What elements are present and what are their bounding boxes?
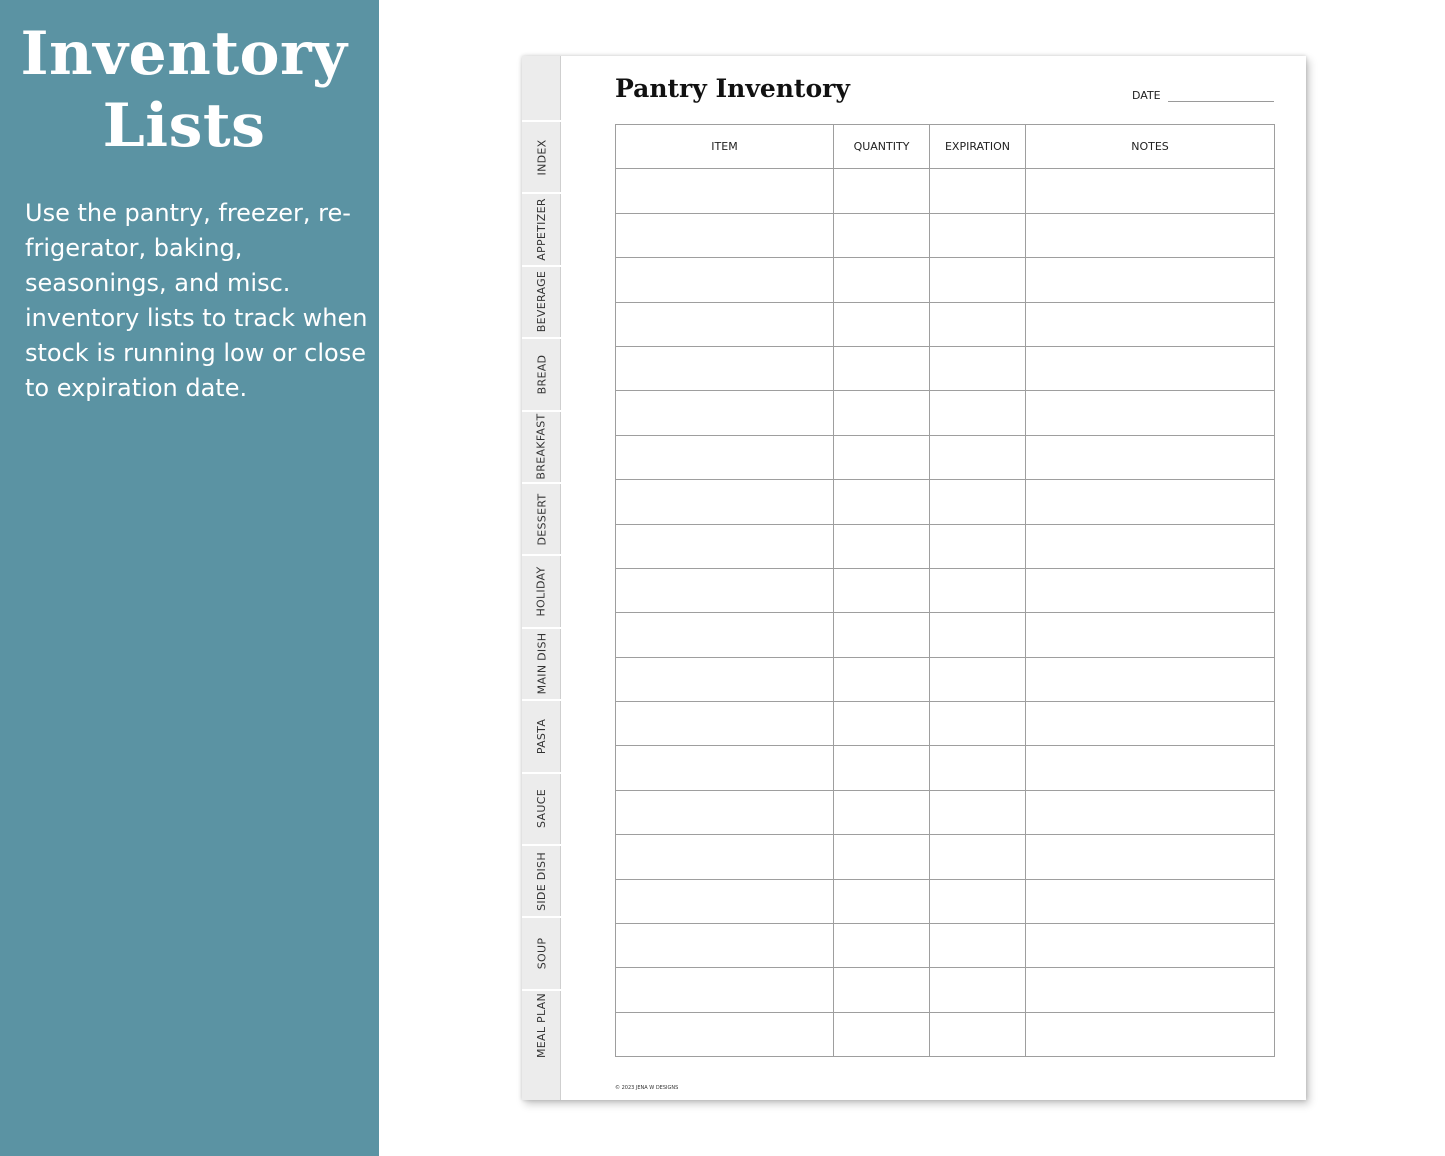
column-header-notes: NOTES: [1026, 125, 1275, 169]
tab-label: BEVERAGE: [535, 271, 548, 333]
notes-cell[interactable]: [1026, 879, 1275, 923]
notes-cell[interactable]: [1026, 968, 1275, 1012]
item-cell[interactable]: [616, 657, 834, 701]
tab-label: SOUP: [535, 937, 548, 970]
table-body: [616, 169, 1275, 1057]
tab-beverage[interactable]: [522, 265, 561, 337]
notes-cell[interactable]: [1026, 568, 1275, 612]
notes-cell[interactable]: [1026, 1012, 1275, 1056]
table-row: [616, 968, 1275, 1012]
quantity-cell[interactable]: [834, 258, 930, 302]
tab-main-dish[interactable]: [522, 627, 561, 699]
expiration-cell[interactable]: [930, 480, 1026, 524]
item-cell[interactable]: [616, 524, 834, 568]
notes-cell[interactable]: [1026, 746, 1275, 790]
quantity-cell[interactable]: [834, 480, 930, 524]
quantity-cell[interactable]: [834, 435, 930, 479]
quantity-cell[interactable]: [834, 613, 930, 657]
table-row: [616, 524, 1275, 568]
table-row: [616, 924, 1275, 968]
tab-label: APPETIZER: [535, 198, 549, 261]
left-panel: [0, 0, 379, 1156]
quantity-cell[interactable]: [834, 169, 930, 213]
expiration-cell[interactable]: [930, 524, 1026, 568]
tab-label: MAIN DISH: [535, 632, 548, 695]
item-cell[interactable]: [616, 258, 834, 302]
notes-cell[interactable]: [1026, 169, 1275, 213]
notes-cell[interactable]: [1026, 524, 1275, 568]
expiration-cell[interactable]: [930, 302, 1026, 346]
notes-cell[interactable]: [1026, 835, 1275, 879]
quantity-cell[interactable]: [834, 879, 930, 923]
quantity-cell[interactable]: [834, 835, 930, 879]
table-row: [616, 835, 1275, 879]
tab-bread[interactable]: [522, 337, 561, 409]
table-row: [616, 169, 1275, 213]
quantity-cell[interactable]: [834, 524, 930, 568]
quantity-cell[interactable]: [834, 746, 930, 790]
item-cell[interactable]: [616, 702, 834, 746]
tab-soup[interactable]: [522, 916, 561, 988]
copyright-notice: © 2023 JENA W DESIGNS: [615, 1085, 679, 1091]
table-row: [616, 480, 1275, 524]
table-row: [616, 1012, 1275, 1056]
expiration-cell[interactable]: [930, 924, 1026, 968]
table-row: [616, 746, 1275, 790]
notes-cell[interactable]: [1026, 302, 1275, 346]
quantity-cell[interactable]: [834, 924, 930, 968]
expiration-cell[interactable]: [930, 746, 1026, 790]
notes-cell[interactable]: [1026, 657, 1275, 701]
column-header-quantity: QUANTITY: [834, 125, 930, 169]
tab-label: HOLIDAY: [535, 566, 549, 617]
expiration-cell[interactable]: [930, 391, 1026, 435]
date-label: DATE: [1132, 89, 1161, 102]
quantity-cell[interactable]: [834, 657, 930, 701]
section-tab-strip: [522, 56, 561, 1100]
table-row: [616, 702, 1275, 746]
quantity-cell[interactable]: [834, 702, 930, 746]
panel-title-line-1: Inventory: [20, 19, 348, 89]
panel-title-line-2: Lists: [102, 91, 266, 161]
sheet-title: Pantry Inventory: [615, 74, 850, 103]
tab-dessert[interactable]: [522, 482, 561, 554]
tab-label: PASTA: [534, 718, 548, 754]
table-row: [616, 258, 1275, 302]
notes-cell[interactable]: [1026, 480, 1275, 524]
expiration-cell[interactable]: [930, 835, 1026, 879]
expiration-cell[interactable]: [930, 568, 1026, 612]
table-row: [616, 568, 1275, 612]
expiration-cell[interactable]: [930, 346, 1026, 390]
notes-cell[interactable]: [1026, 790, 1275, 834]
tab-pasta[interactable]: [522, 699, 561, 771]
tab-label: INDEX: [535, 139, 548, 175]
tab-side-dish[interactable]: [522, 844, 561, 916]
expiration-cell[interactable]: [930, 968, 1026, 1012]
item-cell[interactable]: [616, 835, 834, 879]
expiration-cell[interactable]: [930, 702, 1026, 746]
tab-breakfast[interactable]: [522, 410, 561, 482]
item-cell[interactable]: [616, 346, 834, 390]
tab-sauce[interactable]: [522, 772, 561, 844]
expiration-cell[interactable]: [930, 657, 1026, 701]
inventory-table: [615, 124, 1275, 1057]
item-cell[interactable]: [616, 790, 834, 834]
inventory-sheet: [522, 56, 1306, 1100]
item-cell[interactable]: [616, 879, 834, 923]
item-cell[interactable]: [616, 480, 834, 524]
expiration-cell[interactable]: [930, 790, 1026, 834]
notes-cell[interactable]: [1026, 213, 1275, 257]
table-row: [616, 790, 1275, 834]
expiration-cell[interactable]: [930, 213, 1026, 257]
expiration-cell[interactable]: [930, 258, 1026, 302]
tab-label: MEAL PLAN: [535, 993, 548, 1059]
tab-index[interactable]: [522, 120, 561, 192]
item-cell[interactable]: [616, 613, 834, 657]
expiration-cell[interactable]: [930, 613, 1026, 657]
table-row: [616, 613, 1275, 657]
tab-label: DESSERT: [535, 493, 548, 545]
column-header-item: ITEM: [616, 125, 834, 169]
tab-holiday[interactable]: [522, 554, 561, 626]
expiration-cell[interactable]: [930, 879, 1026, 923]
tab-label: BREAD: [535, 354, 549, 395]
item-cell[interactable]: [616, 302, 834, 346]
expiration-cell[interactable]: [930, 169, 1026, 213]
table-row: [616, 657, 1275, 701]
item-cell[interactable]: [616, 746, 834, 790]
notes-cell[interactable]: [1026, 702, 1275, 746]
quantity-cell[interactable]: [834, 968, 930, 1012]
tab-label: BREAKFAST: [535, 413, 548, 480]
panel-title: [0, 18, 368, 162]
expiration-cell[interactable]: [930, 1012, 1026, 1056]
table-row: [616, 435, 1275, 479]
expiration-cell[interactable]: [930, 435, 1026, 479]
table-row: [616, 302, 1275, 346]
item-cell[interactable]: [616, 568, 834, 612]
quantity-cell[interactable]: [834, 346, 930, 390]
quantity-cell[interactable]: [834, 213, 930, 257]
notes-cell[interactable]: [1026, 613, 1275, 657]
table-header-row: [616, 125, 1275, 169]
tab-meal-plan[interactable]: [522, 989, 561, 1061]
table-row: [616, 879, 1275, 923]
item-cell[interactable]: [616, 924, 834, 968]
quantity-cell[interactable]: [834, 790, 930, 834]
item-cell[interactable]: [616, 968, 834, 1012]
item-cell[interactable]: [616, 435, 834, 479]
notes-cell[interactable]: [1026, 435, 1275, 479]
tab-label: SIDE DISH: [535, 851, 548, 911]
column-header-expiration: EXPIRATION: [930, 125, 1026, 169]
panel-description: Use the pantry, freezer, re-frigerator, baking, seasonings, and misc. inventory lists to track when stock is running low or close to expiration date.: [25, 199, 368, 402]
quantity-cell[interactable]: [834, 302, 930, 346]
quantity-cell[interactable]: [834, 391, 930, 435]
table-row: [616, 391, 1275, 435]
tab-appetizer[interactable]: [522, 192, 561, 264]
table-row: [616, 213, 1275, 257]
tab-label: SAUCE: [535, 789, 548, 829]
item-cell[interactable]: [616, 391, 834, 435]
item-cell[interactable]: [616, 1012, 834, 1056]
item-cell[interactable]: [616, 169, 834, 213]
notes-cell[interactable]: [1026, 924, 1275, 968]
item-cell[interactable]: [616, 213, 834, 257]
notes-cell[interactable]: [1026, 346, 1275, 390]
notes-cell[interactable]: [1026, 391, 1275, 435]
date-field[interactable]: [1168, 101, 1274, 102]
notes-cell[interactable]: [1026, 258, 1275, 302]
quantity-cell[interactable]: [834, 1012, 930, 1056]
quantity-cell[interactable]: [834, 568, 930, 612]
table-row: [616, 346, 1275, 390]
